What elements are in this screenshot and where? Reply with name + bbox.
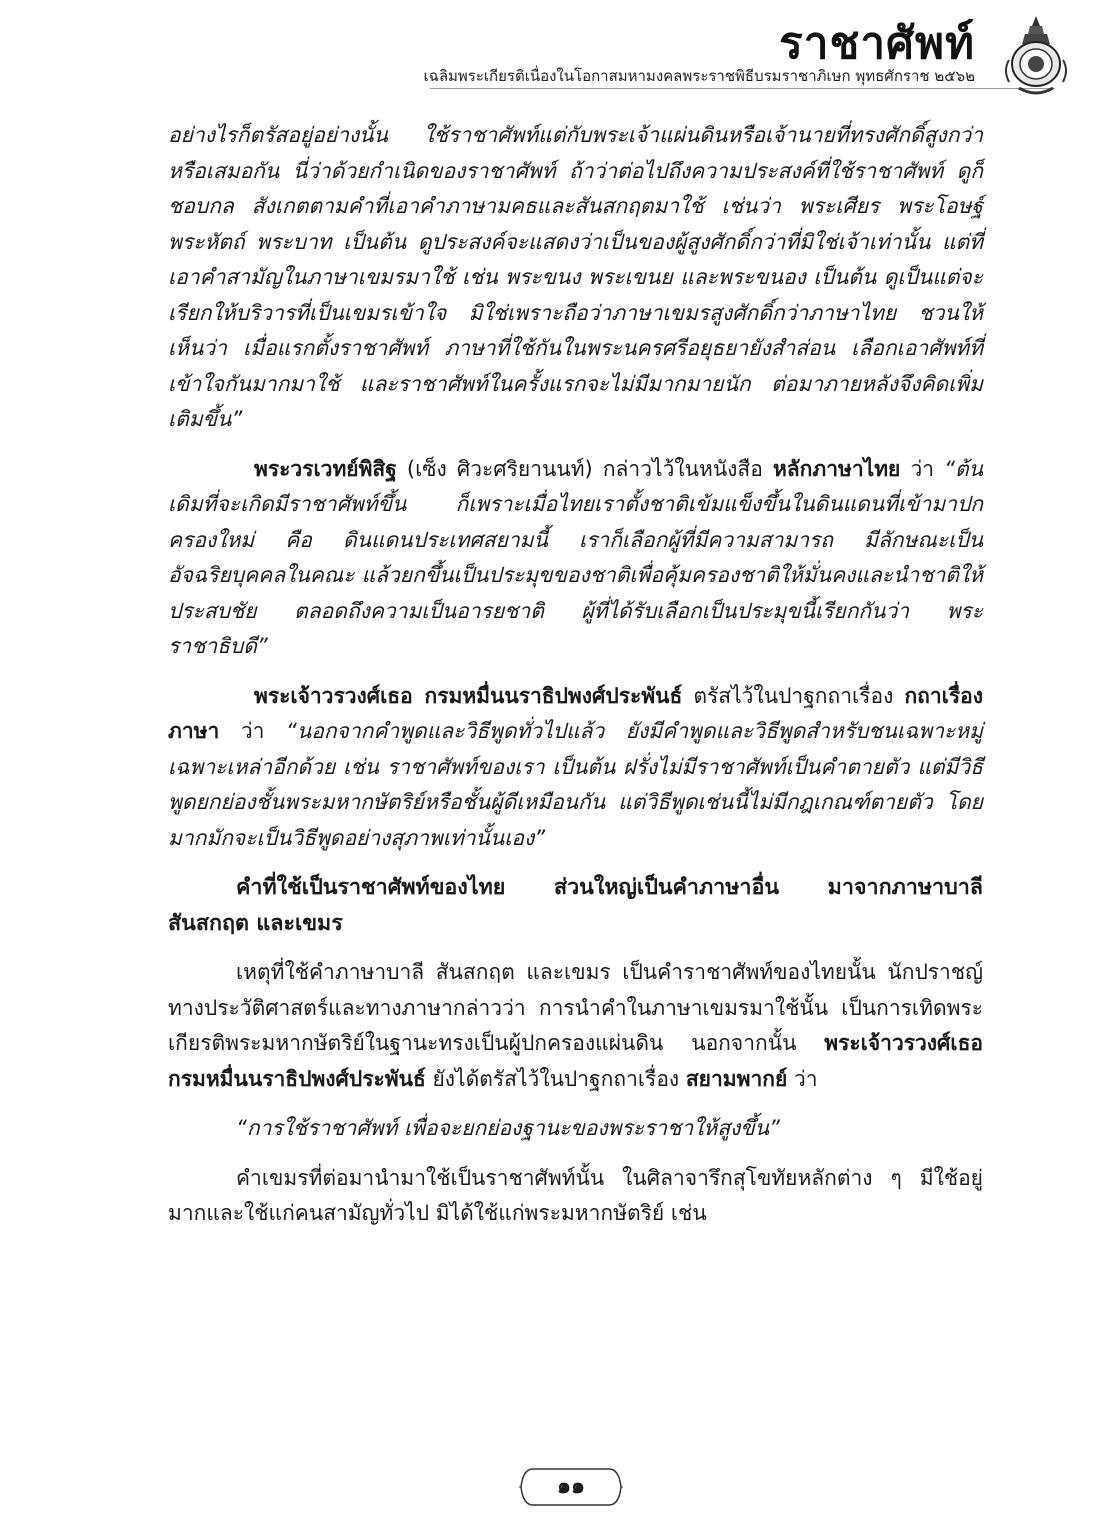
royal-emblem-icon [1001, 14, 1071, 98]
paragraph-khmer-words: คำเขมรที่ต่อมานำมาใช้เป็นราชาศัพท์นั้น ในศิลาจารึกสุโขทัยหลักต่าง ๆ มีใช้อยู่มากและใช้แก่คนสามัญทั่วไป มิได้ใช้แก่พระมหากษัตริย์ เช่น [168, 1165, 983, 1225]
author-name: พระวรเวทย์พิสิฐ [254, 456, 397, 481]
page-number-badge [519, 1465, 623, 1509]
quote-text: “นอกจากคำพูดและวิธีพูดทั่วไปแล้ว ยังมีคำพูดและวิธีพูดสำหรับชนเฉพาะหมู่เฉพาะเหล่าอีกด้วย เช่น ราชาศัพท์ของเรา เป็นต้น ฝรั่งไม่มีราชาศัพท์เป็นคำตายตัว แต่มีวิธีพูดยกย่องชั้นพระมหากษัตริย์หรือชั้นผู้ดีเหมือนกัน แต่วิธีพูดเช่นนี้ไม่มีกฎเกณฑ์ตายตัว โดยมากมักจะเป็นวิธีพูดอย่างสุภาพเท่านั้นเอง” [168, 719, 983, 850]
page-subtitle: เฉลิมพระเกียรติเนื่องในโอกาสมหามงคลพระราชพิธีบรมราชาภิเษก พุทธศักราช ๒๕๖๒ [423, 67, 975, 85]
paragraph-reasons [168, 955, 983, 1097]
page-header [0, 0, 1093, 110]
says-text: ว่า [787, 1066, 818, 1091]
author-name: พระเจ้าวรวงศ์เธอ กรมหมื่นนราธิปพงศ์ประพันธ์ [168, 1031, 983, 1091]
book-title: หลักภาษาไทย [772, 456, 901, 481]
author-note: (เซ็ง ศิวะศริยานนท์) กล่าวไว้ในหนังสือ [396, 456, 773, 481]
quote-text: “ต้นเดิมที่จะเกิดมีราชาศัพท์ขึ้น ก็เพราะเมื่อไทยเราตั้งชาติเข้มแข็งขึ้นในดินแดนที่เข้ามาปกครองใหม่ คือ ดินแดนประเทศสยามนี้ เราก็เลือกผู้ที่มีความสามารถ มีลักษณะเป็นอัจฉริยบุคคลในคณะ แล้วยกขึ้นเป็นประมุขของชาติเพื่อคุ้มครองชาติให้มั่นคงและนำชาติให้ประสบชัย ตลอดถึงความเป็นอารยชาติ ผู้ที่ได้รับเลือกเป็นประมุขนี้เรียกกันว่า พระราชาธิบดี” [168, 456, 983, 658]
lecture-title: สยามพากย์ [685, 1066, 788, 1091]
paragraph-quote-continuation: อย่างไรก็ตรัสอยู่อย่างนั้น ใช้ราชาศัพท์แต่กับพระเจ้าแผ่นดินหรือเจ้านายที่ทรงศักดิ์สูงกว่าหรือเสมอกัน นี่ว่าด้วยกำเนิดของราชาศัพท์ ถ้าว่าต่อไปถึงความประสงค์ที่ใช้ราชาศัพท์ ดูก็ชอบกล สังเกตตามคำที่เอาคำภาษามคธและสันสกฤตมาใช้ เช่นว่า พระเศียร พระโอษฐ์ พระหัตถ์ พระบาท เป็นต้น ดูประสงค์จะแสดงว่าเป็นของผู้สูงศักดิ์กว่าที่มิใช่เจ้าเท่านั้น แต่ที่เอาคำสามัญในภาษาเขมรมาใช้ เช่น พระขนง พระเขนย และพระขนอง เป็นต้น ดูเป็นแต่จะเรียกให้บริวารที่เป็นเขมรเข้าใจ มิใช่เพราะถือว่าภาษาเขมรสูงศักดิ์กว่าภาษาไทย ชวนให้เห็นว่า เมื่อแรกตั้งราชาศัพท์ ภาษาที่ใช้กันในพระนครศรีอยุธยายังสำส่อน เลือกเอาศัพท์ที่เข้าใจกันมากมาใช้ และราชาศัพท์ในครั้งแรกจะไม่มีมากมายนัก ต่อมาภายหลังจึงคิดเพิ่มเติมขึ้น” [168, 123, 983, 431]
says-text: ว่า [219, 719, 286, 743]
quote-line: “การใช้ราชาศัพท์ เพื่อจะยกย่องฐานะของพระราชาให้สูงขึ้น” [236, 1116, 780, 1140]
header-rule [430, 88, 1055, 89]
body-text: เหตุที่ใช้คำภาษาบาลี สันสกฤต และเขมร เป็นคำราชาศัพท์ของไทยนั้น นักปราชญ์ทางประวัติศาสตร์และทางภาษากล่าวว่า การนำคำในภาษาเขมรมาใช้นั้น เป็นการเทิดพระเกียรติพระมหากษัตริย์ในฐานะทรงเป็นผู้ปกครองแผ่นดิน นอกจากนั้น [168, 960, 983, 1055]
paragraph-kromamuen [168, 679, 983, 857]
body-text-2: ยังได้ตรัสไว้ในปาฐกถาเรื่อง [425, 1066, 686, 1091]
author-name: พระเจ้าวรวงศ์เธอ กรมหมื่นนราธิปพงศ์ประพันธ์ [254, 683, 683, 708]
lecture-text: ตรัสไว้ในปาฐกถาเรื่อง [682, 683, 905, 708]
lecture-title: กถาเรื่องภาษา [168, 683, 983, 743]
page-number: ๑๑ [557, 1474, 585, 1499]
section-heading: คำที่ใช้เป็นราชาศัพท์ของไทย ส่วนใหญ่เป็นคำภาษาอื่น มาจากภาษาบาลี สันสกฤต และเขมร [168, 875, 983, 936]
paragraph-phraworawet [168, 452, 983, 665]
says-text: ว่า [900, 456, 945, 481]
document-body [168, 118, 983, 1246]
page-title: ราชาศัพท์ [779, 18, 975, 69]
